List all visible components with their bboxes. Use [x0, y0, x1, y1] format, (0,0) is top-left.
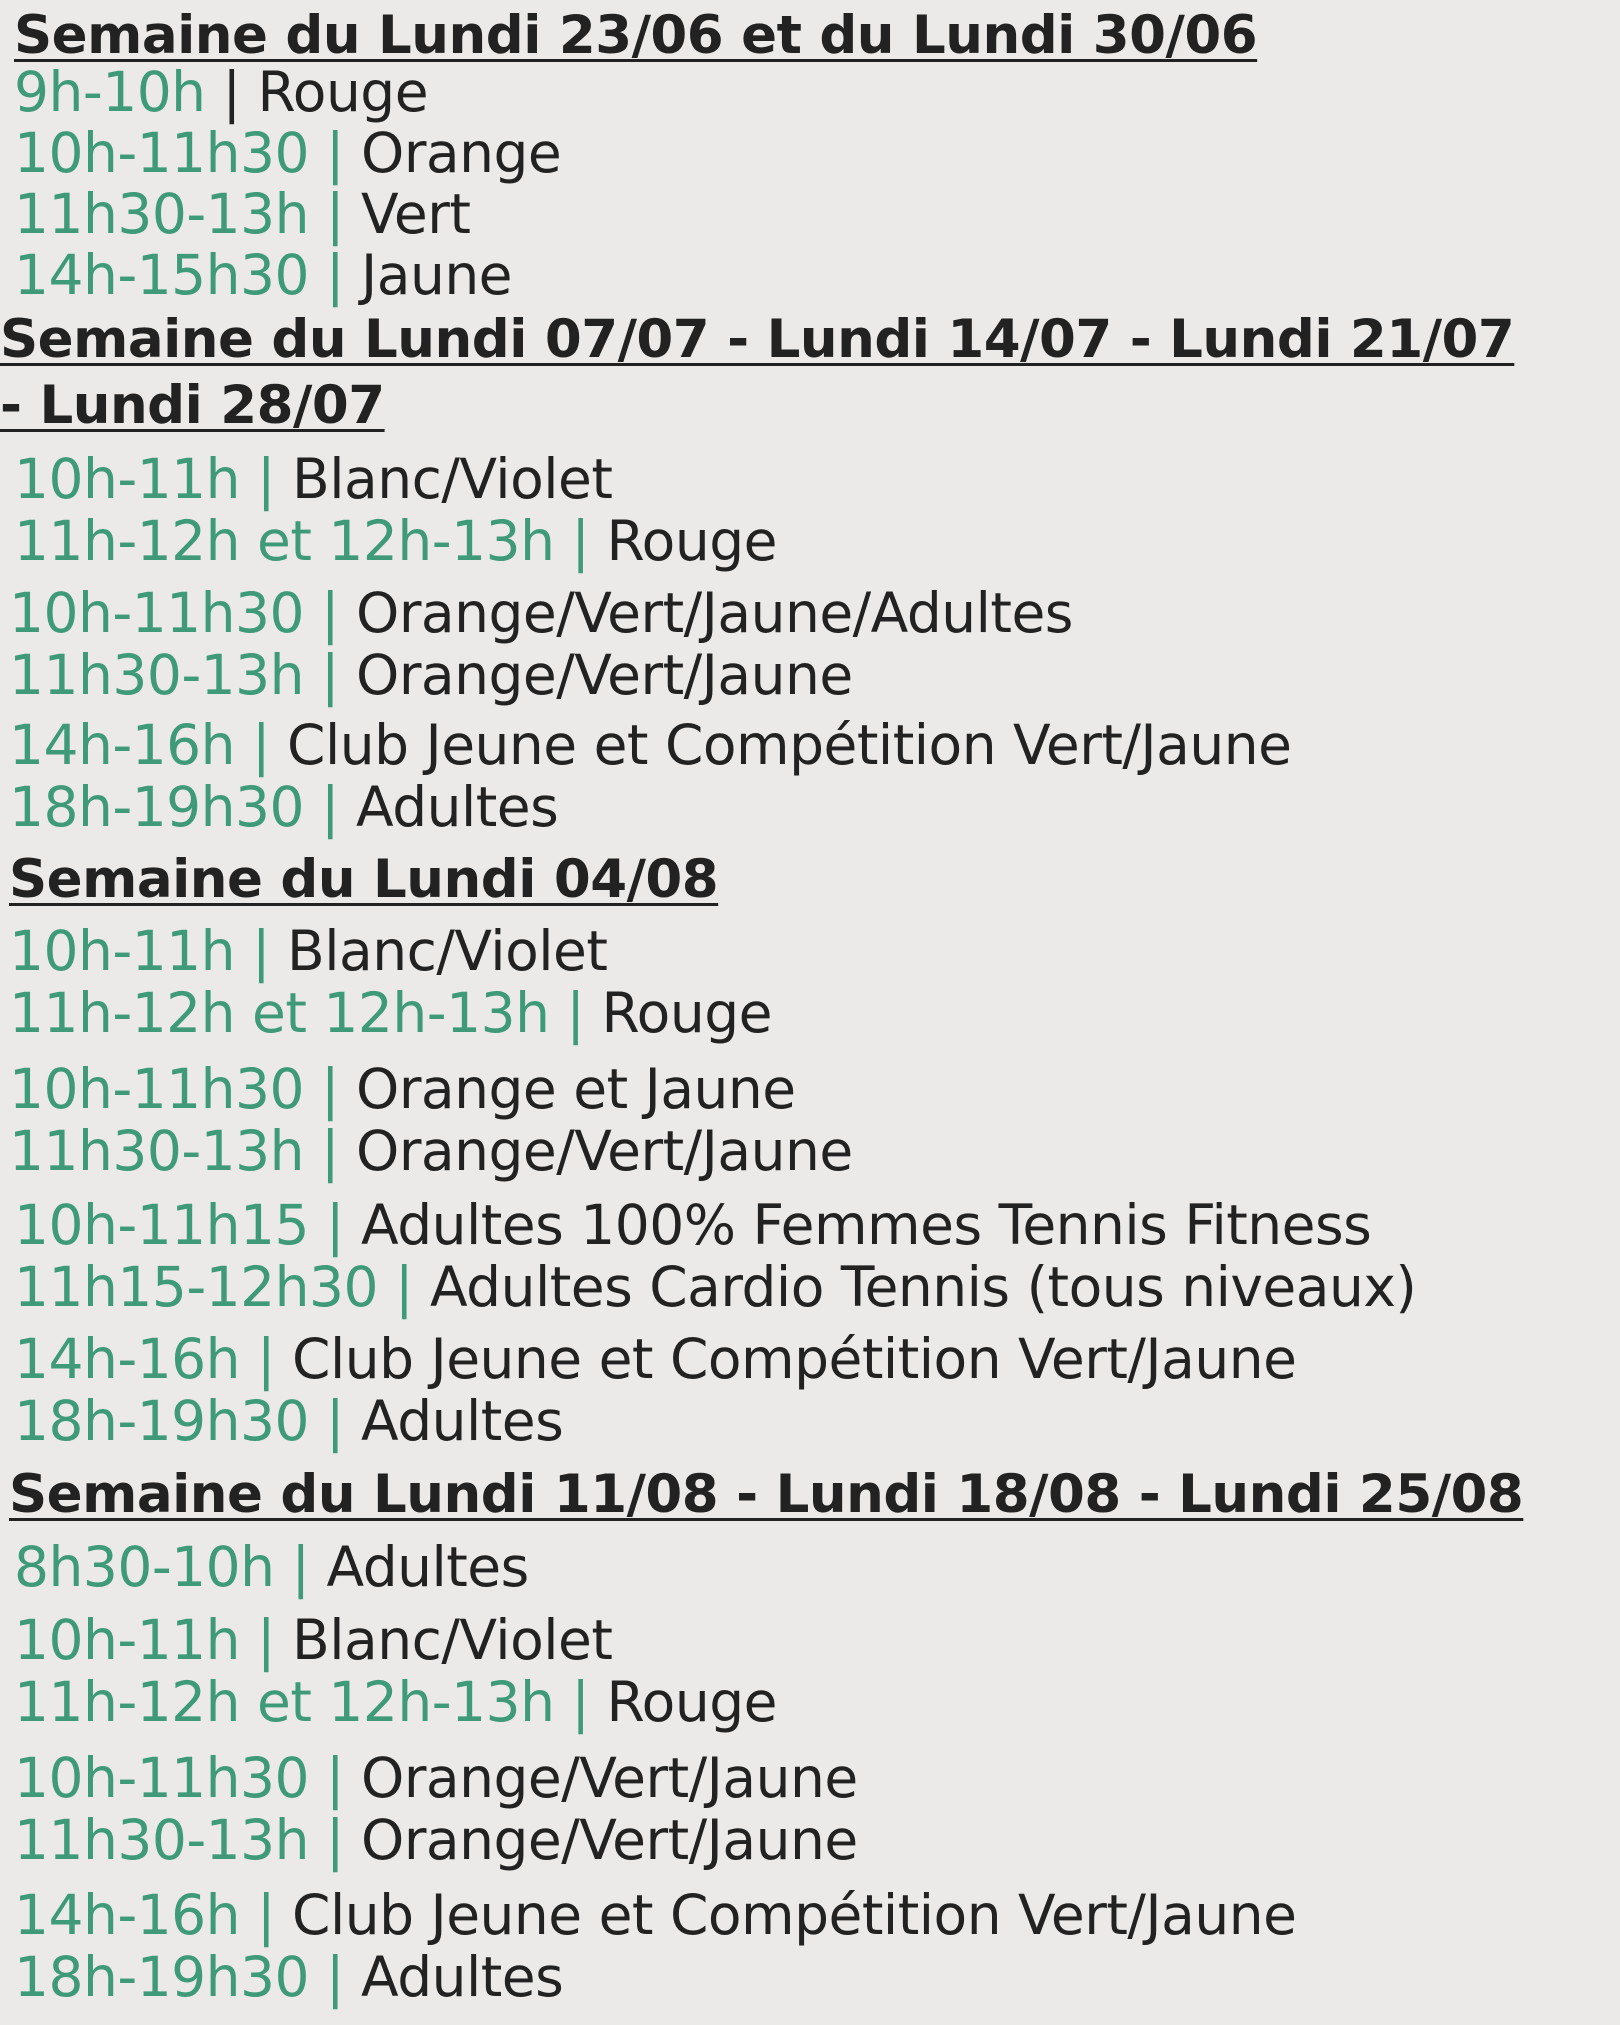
schedule-row [14, 1809, 858, 1871]
schedule-row [9, 582, 1073, 644]
section-heading: Semaine du Lundi 04/08 [9, 849, 719, 910]
time-slot: 10h-11h30 [14, 1746, 310, 1810]
schedule-row [9, 644, 853, 706]
section-heading-continued: - Lundi 28/07 [0, 375, 385, 436]
section-heading: Semaine du Lundi 23/06 et du Lundi 30/06 [14, 5, 1258, 66]
separator: | [240, 1883, 293, 1947]
group-label: Adultes 100% Femmes Tennis Fitness [361, 1193, 1372, 1257]
schedule-row [9, 1120, 853, 1182]
time-slot: 14h-16h [14, 1883, 241, 1947]
separator: | [309, 1746, 362, 1810]
time-slot: 11h30-13h [9, 643, 305, 707]
separator: | [304, 581, 357, 645]
separator: | [309, 1945, 362, 2009]
separator: | [304, 775, 357, 839]
time-slot: 10h-11h30 [9, 581, 305, 645]
group-label: Adultes [361, 1945, 564, 2009]
schedule-row [14, 1609, 612, 1671]
schedule-row [14, 1747, 858, 1809]
schedule-row [14, 510, 777, 572]
schedule-row [9, 1058, 796, 1120]
schedule-row [14, 1671, 777, 1733]
separator: | [554, 509, 607, 573]
schedule-row [14, 1946, 563, 2008]
schedule-row [14, 1194, 1371, 1256]
separator: | [304, 1119, 357, 1183]
group-label: Adultes [361, 1389, 564, 1453]
time-slot: 10h-11h [9, 919, 236, 983]
separator: | [309, 1389, 362, 1453]
separator: | [378, 1255, 431, 1319]
section-heading: Semaine du Lundi 11/08 - Lundi 18/08 - Lundi 25/08 [9, 1464, 1524, 1525]
time-slot: 11h30-13h [9, 1119, 305, 1183]
time-slot: 10h-11h30 [9, 1057, 305, 1121]
time-slot: 10h-11h [14, 1608, 241, 1672]
group-label: Blanc/Violet [287, 919, 608, 983]
separator: | [304, 1057, 357, 1121]
time-slot: 10h-11h30 [14, 121, 310, 185]
time-slot: 8h30-10h [14, 1535, 275, 1599]
schedule-row [14, 122, 561, 184]
separator: | [554, 1670, 607, 1734]
schedule-row [14, 244, 512, 306]
time-slot: 18h-19h30 [14, 1945, 310, 2009]
group-label: Orange/Vert/Jaune [356, 643, 853, 707]
group-label: Blanc/Violet [292, 447, 613, 511]
separator: | [304, 643, 357, 707]
schedule-row [14, 183, 470, 245]
time-slot: 11h-12h et 12h-13h [9, 981, 550, 1045]
group-label: Club Jeune et Compétition Vert/Jaune [287, 713, 1292, 777]
group-label: Orange/Vert/Jaune [356, 1119, 853, 1183]
group-label: Orange [361, 121, 562, 185]
group-label: Adultes Cardio Tennis (tous niveaux) [430, 1255, 1417, 1319]
group-label: Orange/Vert/Jaune [361, 1808, 858, 1872]
time-slot: 10h-11h15 [14, 1193, 310, 1257]
section-heading: Semaine du Lundi 07/07 - Lundi 14/07 - Lundi 21/07 [0, 309, 1515, 370]
separator: | [235, 713, 288, 777]
schedule-row [14, 1536, 529, 1598]
group-label: Jaune [361, 243, 513, 307]
group-label: Rouge [606, 509, 777, 573]
group-label: Vert [361, 182, 471, 246]
time-slot: 11h30-13h [14, 182, 310, 246]
schedule-row [9, 776, 558, 838]
schedule-row [9, 920, 607, 982]
time-slot: 11h30-13h [14, 1808, 310, 1872]
schedule-row [14, 1256, 1416, 1318]
schedule-row [14, 1884, 1296, 1946]
group-label: Rouge [257, 60, 429, 124]
separator: | [205, 60, 258, 124]
time-slot: 11h-12h et 12h-13h [14, 1670, 555, 1734]
schedule-row [14, 448, 612, 510]
separator: | [309, 243, 362, 307]
group-label: Orange/Vert/Jaune [361, 1746, 858, 1810]
separator: | [309, 1193, 362, 1257]
separator: | [240, 1608, 293, 1672]
time-slot: 18h-19h30 [9, 775, 305, 839]
schedule-row [14, 61, 428, 123]
time-slot: 14h-16h [14, 1327, 241, 1391]
group-label: Club Jeune et Compétition Vert/Jaune [292, 1883, 1297, 1947]
time-slot: 9h-10h [14, 60, 206, 124]
group-label: Rouge [601, 981, 772, 1045]
separator: | [240, 447, 293, 511]
separator: | [235, 919, 288, 983]
separator: | [309, 121, 362, 185]
group-label: Orange/Vert/Jaune/Adultes [356, 581, 1073, 645]
separator: | [240, 1327, 293, 1391]
group-label: Rouge [606, 1670, 777, 1734]
time-slot: 11h15-12h30 [14, 1255, 379, 1319]
group-label: Blanc/Violet [292, 1608, 613, 1672]
group-label: Adultes [356, 775, 559, 839]
group-label: Club Jeune et Compétition Vert/Jaune [292, 1327, 1297, 1391]
separator: | [274, 1535, 327, 1599]
time-slot: 14h-16h [9, 713, 236, 777]
time-slot: 14h-15h30 [14, 243, 310, 307]
time-slot: 11h-12h et 12h-13h [14, 509, 555, 573]
time-slot: 18h-19h30 [14, 1389, 310, 1453]
separator: | [549, 981, 602, 1045]
schedule-row [9, 982, 772, 1044]
schedule-row [14, 1328, 1296, 1390]
separator: | [309, 182, 362, 246]
time-slot: 10h-11h [14, 447, 241, 511]
separator: | [309, 1808, 362, 1872]
group-label: Orange et Jaune [356, 1057, 796, 1121]
schedule-row [14, 1390, 563, 1452]
group-label: Adultes [326, 1535, 529, 1599]
schedule-row [9, 714, 1291, 776]
